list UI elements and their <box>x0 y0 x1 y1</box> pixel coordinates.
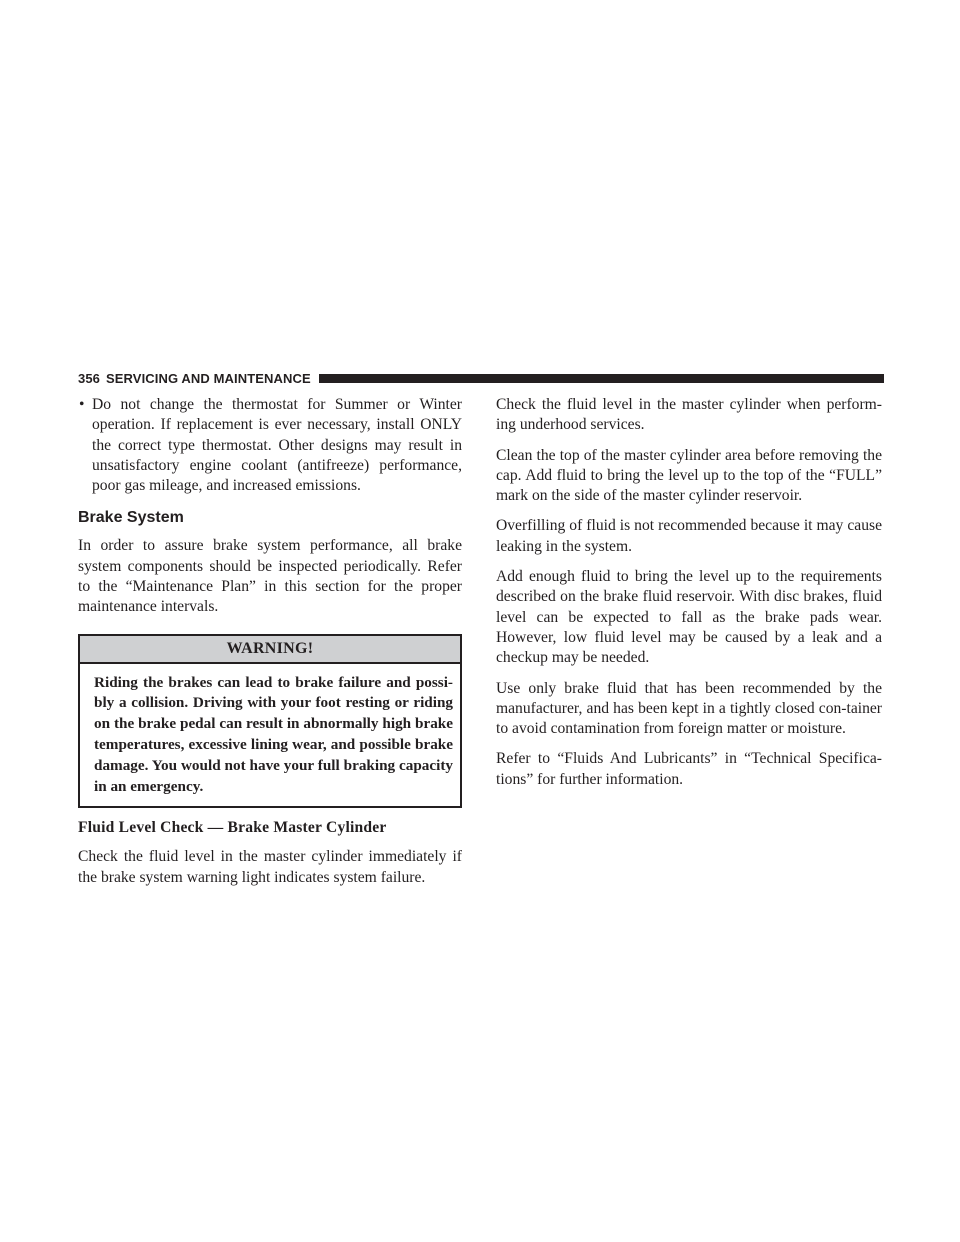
paragraph: Add enough fluid to bring the level up to the requirements described on the brake fluid reservoir. With disc brakes, fluid level can be expected to fall as the brake pads wear. However, low fluid level may be caused by a leak and a checkup may be needed. <box>496 568 882 667</box>
section-title: SERVICING AND MAINTENANCE <box>106 370 311 386</box>
paragraph: Use only brake fluid that has been recommended by the manufacturer, and has been kept in a tightly closed con-tainer to avoid contamination from foreign matter or moisture. <box>496 679 882 738</box>
paragraph: Overfilling of fluid is not recommended because it may cause leaking in the system. <box>496 517 882 555</box>
warning-body: Riding the brakes can lead to brake failure and possi-bly a collision. Driving with your foot resting or riding on the brake pedal can result in abnormally high brake temperatures, excessive lining wear, and possible brake damage. You would not have your full braking capacity in an emergency. <box>94 673 453 795</box>
paragraph: Check the fluid level in the master cylinder when perform-ing underhood services. <box>496 396 882 434</box>
page-header <box>78 369 884 387</box>
section-paragraph: In order to assure brake system performance, all brake system components should be inspected periodically. Refer to the “Maintenance Plan” in this section for the proper maintenance intervals. <box>78 537 462 616</box>
bullet-icon: • <box>79 396 85 413</box>
sub-paragraph: Check the fluid level in the master cylinder immediately if the brake system warning light indicates system failure. <box>78 848 462 886</box>
section-heading: Brake System <box>78 509 184 527</box>
bullet-text: Do not change the thermostat for Summer or Winter operation. If replacement is ever necessary, install ONLY the correct type thermostat. Other designs may result in unsatisfactory engine coolant (antifreeze) performance, poor gas mileage, and increased emissions. <box>92 396 462 495</box>
left-column <box>78 395 462 897</box>
right-column <box>496 395 882 800</box>
paragraph: Clean the top of the master cylinder area before removing the cap. Add fluid to bring the level up to the top of the “FULL” mark on the side of the master cylinder reservoir. <box>496 446 882 505</box>
header-rule <box>319 374 884 383</box>
page-number: 356 <box>78 370 100 386</box>
paragraph: Refer to “Fluids And Lubricants” in “Technical Specifica-tions” for further information. <box>496 750 882 788</box>
subheading: Fluid Level Check — Brake Master Cylinder <box>78 819 387 837</box>
bullet-item <box>78 395 462 496</box>
warning-box <box>78 634 462 809</box>
warning-title: WARNING! <box>80 636 460 664</box>
